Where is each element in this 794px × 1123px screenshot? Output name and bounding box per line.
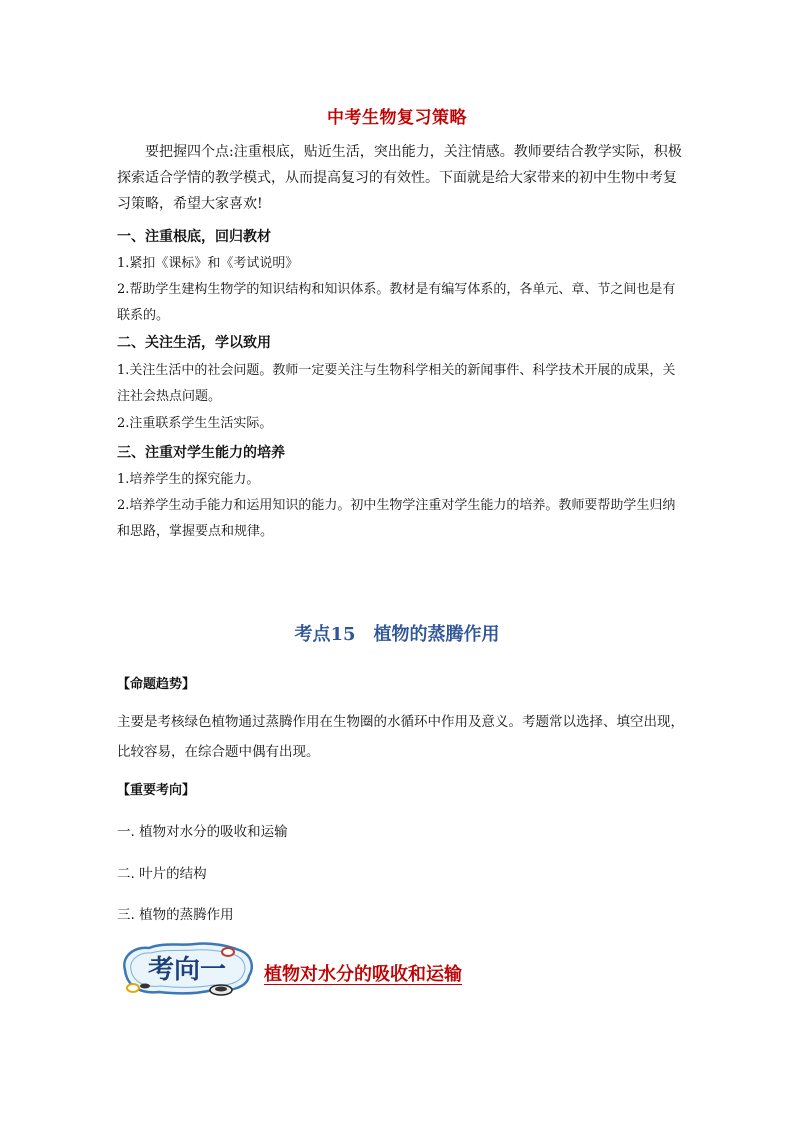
direction-item-3: 三. 植物的蒸腾作用: [117, 907, 234, 923]
section-heading-2: 二、关注生活，学以致用: [117, 335, 271, 351]
direction-badge: [117, 940, 259, 998]
section-2-item-1: 1.关注生活中的社会问题。教师一定要关注与生物科学相关的新闻事件、科学技术开展的成果，关注社会热点问题。: [117, 363, 676, 404]
section-heading-3: 三、注重对学生能力的培养: [117, 445, 285, 461]
direction-item-2: 二. 叶片的结构: [117, 866, 207, 882]
direction-1-heading: 植物对水分的吸收和运输: [264, 964, 462, 985]
intro-paragraph: 要把握四个点:注重根底，贴近生活，突出能力，关注情感。教师要结合教学实际，积极探索适合学情的教学模式，从而提高复习的有效性。下面就是给大家带来的初中生物中考复习策略，希望大家喜欢!: [117, 144, 682, 212]
trend-label: 【命题趋势】: [117, 677, 196, 692]
badge-label: 考向一: [147, 955, 227, 985]
topic-title: [0, 620, 794, 646]
trend-text: 主要是考核绿色植物通过蒸腾作用在生物圈的水循环中作用及意义。考题常以选择、填空出现，比较容易，在综合题中偶有出现。: [117, 714, 684, 760]
topic-name: 植物的蒸腾作用: [373, 624, 500, 645]
section-heading-1: 一、注重根底，回归教材: [117, 229, 271, 245]
directions-label: 【重要考向】: [117, 783, 196, 798]
section-3-item-1: 1.培养学生的探究能力。: [117, 472, 260, 487]
section-2-item-2: 2.注重联系学生生活实际。: [117, 416, 273, 431]
direction-item-1: 一. 植物对水分的吸收和运输: [117, 824, 288, 840]
section-1-item-2: 2.帮助学生建构生物学的知识结构和知识体系。教材是有编写体系的，各单元、章、节之间也是有联系的。: [117, 282, 676, 323]
topic-number: 考点15: [294, 624, 356, 645]
page-title: 中考生物复习策略: [327, 108, 467, 128]
section-3-item-2: 2.培养学生动手能力和运用知识的能力。初中生物学注重对学生能力的培养。教师要帮助学生归纳和思路，掌握要点和规律。: [117, 498, 676, 539]
badge-frame-graphic: [117, 940, 259, 998]
section-1-item-1: 1.紧扣《课标》和《考试说明》: [117, 256, 299, 271]
